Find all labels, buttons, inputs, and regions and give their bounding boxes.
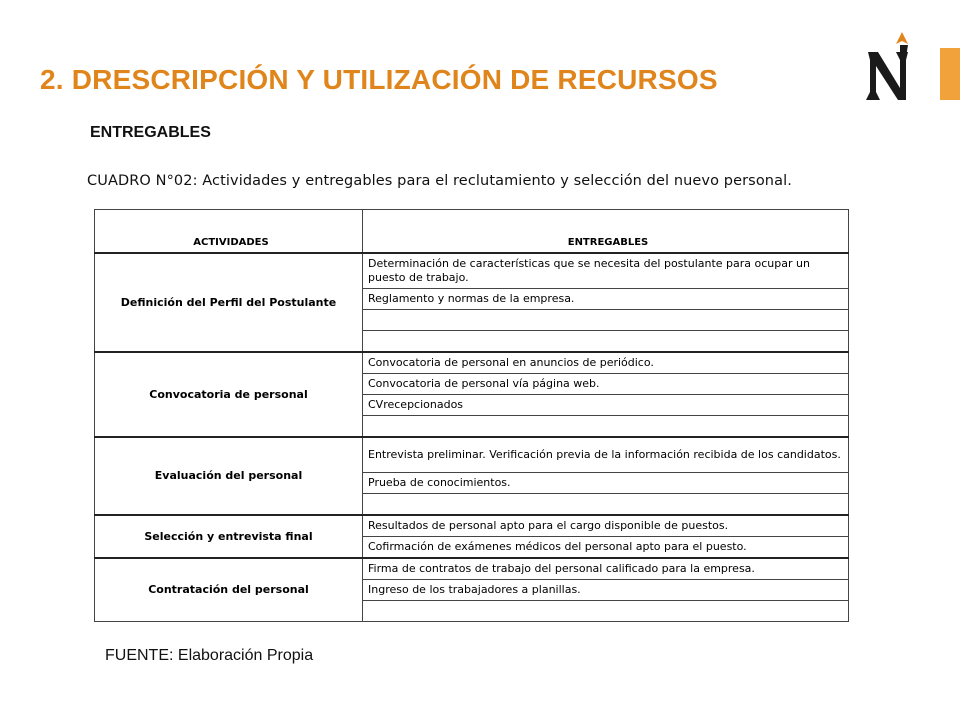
deliverable-cell: Convocatoria de personal vía página web.	[363, 374, 849, 395]
table-header-row	[95, 210, 849, 254]
deliverable-cell: Ingreso de los trabajadores a planillas.	[363, 580, 849, 601]
table-row	[95, 437, 849, 473]
header-activities: ACTIVIDADES	[95, 210, 363, 254]
table-row	[95, 352, 849, 374]
university-logo	[862, 30, 912, 102]
accent-bar	[940, 48, 960, 100]
deliverable-cell: Resultados de personal apto para el cargo disponible de puestos.	[363, 515, 849, 537]
activity-cell: Evaluación del personal	[95, 437, 363, 515]
deliverable-cell: CVrecepcionados	[363, 395, 849, 416]
deliverable-cell: Entrevista preliminar. Verificación previa de la información recibida de los candidatos.	[363, 437, 849, 473]
table-row	[95, 253, 849, 289]
deliverable-cell	[363, 331, 849, 353]
source-note: FUENTE: Elaboración Propia	[105, 647, 314, 664]
deliverable-cell: Determinación de características que se necesita del postulante para ocupar un puesto de trabajo.	[363, 253, 849, 289]
deliverable-cell: Convocatoria de personal en anuncios de periódico.	[363, 352, 849, 374]
deliverable-cell: Prueba de conocimientos.	[363, 473, 849, 494]
deliverable-cell	[363, 310, 849, 331]
table-row	[95, 558, 849, 580]
header-deliverables: ENTREGABLES	[363, 210, 849, 254]
deliverable-cell	[363, 601, 849, 622]
deliverable-cell	[363, 416, 849, 438]
activities-table	[94, 209, 849, 622]
activity-cell: Convocatoria de personal	[95, 352, 363, 437]
deliverable-cell: Firma de contratos de trabajo del personal calificado para la empresa.	[363, 558, 849, 580]
section-subtitle: ENTREGABLES	[90, 124, 211, 141]
deliverable-cell: Reglamento y normas de la empresa.	[363, 289, 849, 310]
activity-cell: Selección y entrevista final	[95, 515, 363, 558]
deliverable-cell	[363, 494, 849, 516]
table-caption: CUADRO N°02: Actividades y entregables para el reclutamiento y selección del nuevo personal.	[87, 173, 792, 189]
table-row	[95, 515, 849, 537]
activity-cell: Contratación del personal	[95, 558, 363, 622]
activity-cell: Definición del Perfil del Postulante	[95, 253, 363, 352]
page-title: 2. DRESCRIPCIÓN Y UTILIZACIÓN DE RECURSOS	[40, 64, 718, 95]
deliverable-cell: Cofirmación de exámenes médicos del personal apto para el puesto.	[363, 537, 849, 559]
